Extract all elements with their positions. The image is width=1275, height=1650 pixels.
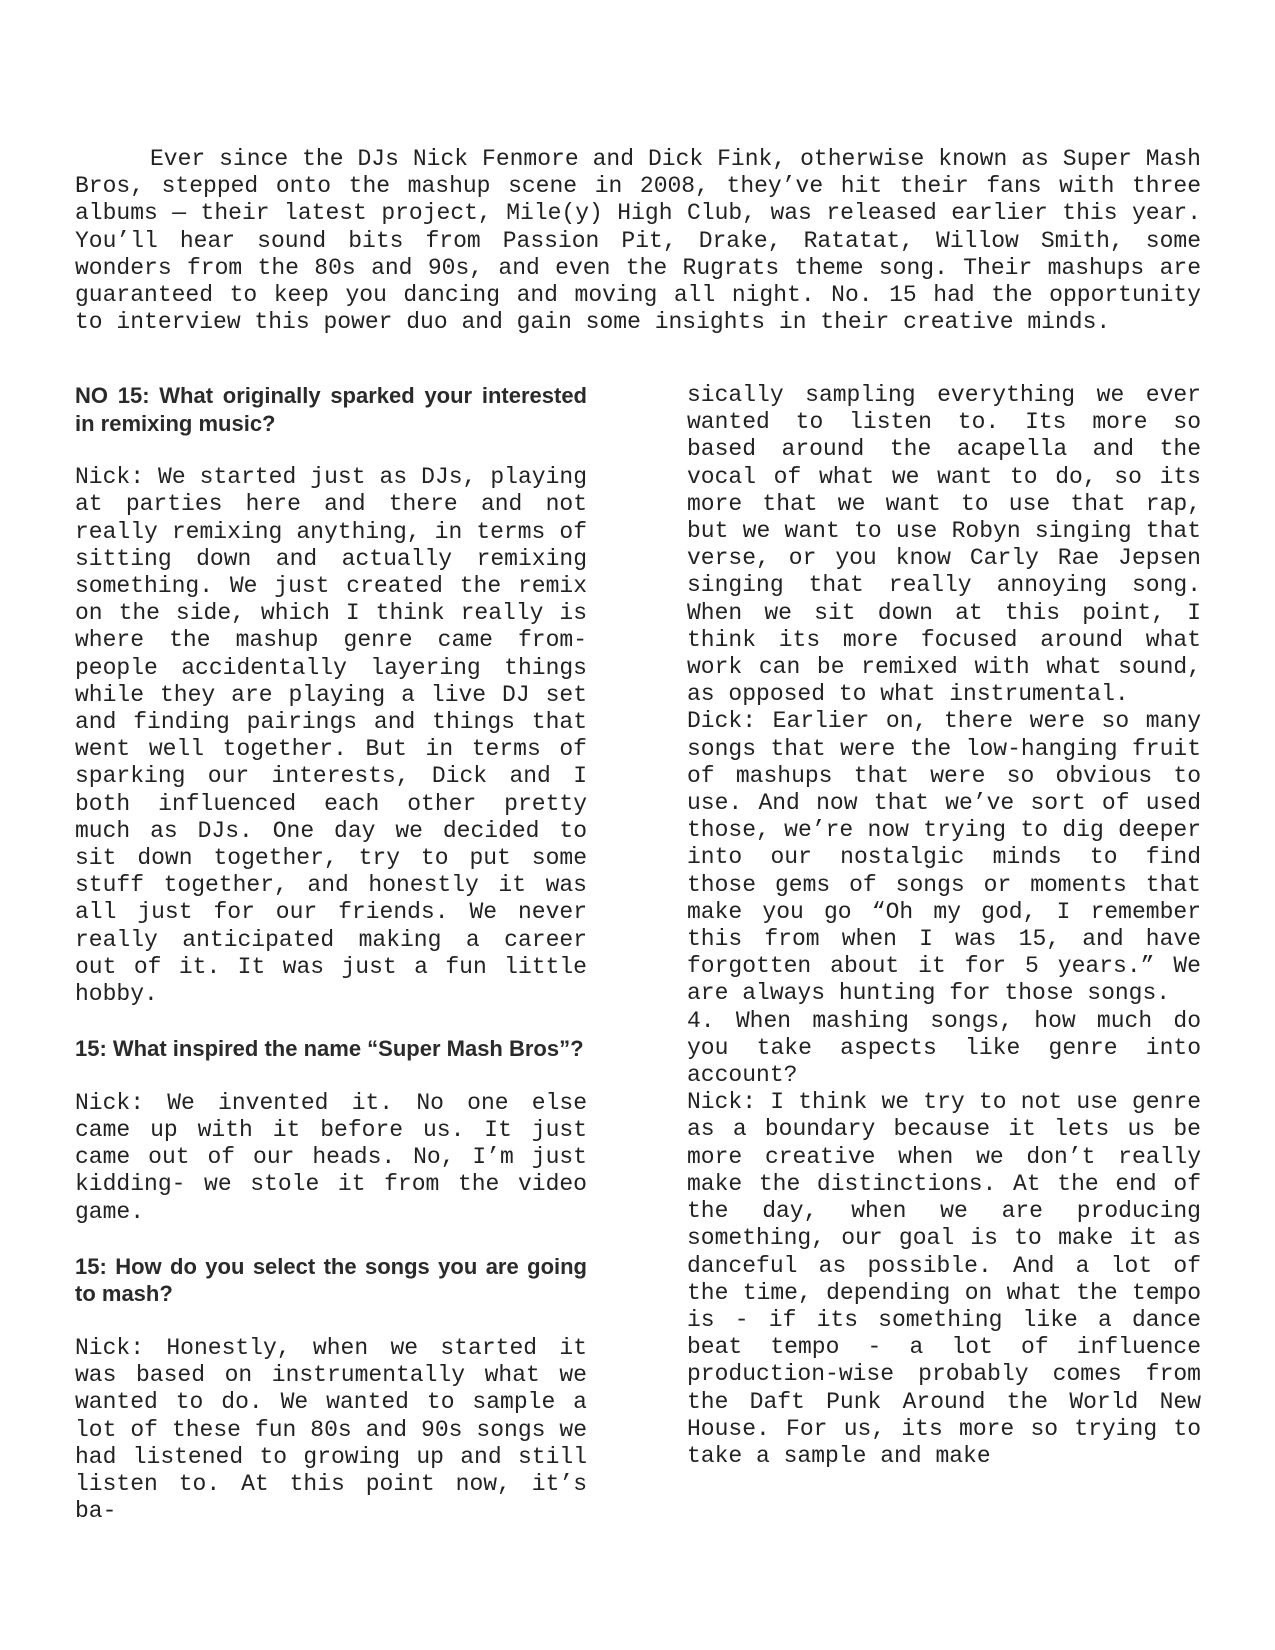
answer-4: Nick: I think we try to not use genre as a boundary because it lets us be more creative when we don’t really make the distinctions. At the end of the day, when we are producing something, our goal is to make it as danceful as possible. And a lot of the time, depending on what the tempo is - if its something like a dance beat tempo - a lot of influence production-wise probably comes from the Daft Punk Around the World New House. For us, its more so trying to take a sample and make <box>687 1089 1201 1469</box>
answer-3-continued: sically sampling everything we ever wanted to listen to. Its more so based around the acapella and the vocal of what we want to do, so its more that we want to use that rap, but we want to use Robyn singing that verse, or you know Carly Rae Jepsen singing that really annoying song. When we sit down at this point, I think its more focused around what work can be remixed with what sound, as opposed to what instrumental. <box>687 382 1201 708</box>
answer-2: Nick: We invented it. No one else came up with it before us. It just came out of our heads. No, I’m just kidding- we stole it from the video game. <box>75 1089 587 1225</box>
question-1: NO 15: What originally sparked your interested in remixing music? <box>75 383 587 436</box>
question-3: 15: How do you select the songs you are going to mash? <box>75 1253 587 1307</box>
answer-1: Nick: We started just as DJs, playing at parties here and there and not really remixing anything, in terms of sitting down and actually remixing something. We just created the remix on the side, which I think really is where the mashup genre came from- people accidentally layering things while they are playing a live DJ set and finding pairings and things that went well together. But in terms of sparking our interests, Dick and I both influenced each other pretty much as DJs. One day we decided to sit down together, try to put some stuff together, and honestly it was all just for our friends. We never really anticipated making a career out of it. It was just a fun little hobby. <box>75 464 587 1008</box>
intro-paragraph: Ever since the DJs Nick Fenmore and Dick Fink, otherwise known as Super Mash Bros, stepped onto the mashup scene in 2008, they’ve hit their fans with three albums — their latest project, Mile(y) High Club, was released earlier this year. You’ll hear sound bits from Passion Pit, Drake, Ratatat, Willow Smith, some wonders from the 80s and 90s, and even the Rugrats theme song. Their mashups are guaranteed to keep you dancing and moving all night. No. 15 had the opportunity to interview this power duo and gain some insights in their creative minds. <box>75 146 1201 336</box>
left-column <box>75 382 587 1525</box>
answer-3: Nick: Honestly, when we started it was based on instrumentally what we wanted to do. We wanted to sample a lot of these fun 80s and 90s songs we had listened to growing up and still listen to. At this point now, it’s ba- <box>75 1335 587 1525</box>
answer-3-dick: Dick: Earlier on, there were so many songs that were the low-hanging fruit of mashups that were so obvious to use. And now that we’ve sort of used those, we’re now trying to dig deeper into our nostalgic minds to find those gems of songs or moments that make you go “Oh my god, I remember this from when I was 15, and have forgotten about it for 5 years.” We are always hunting for those songs. <box>687 708 1201 1007</box>
question-2: 15: What inspired the name “Super Mash Bros”? <box>75 1036 584 1062</box>
question-4: 4. When mashing songs, how much do you take aspects like genre into account? <box>687 1007 1201 1089</box>
right-column <box>687 382 1201 1470</box>
